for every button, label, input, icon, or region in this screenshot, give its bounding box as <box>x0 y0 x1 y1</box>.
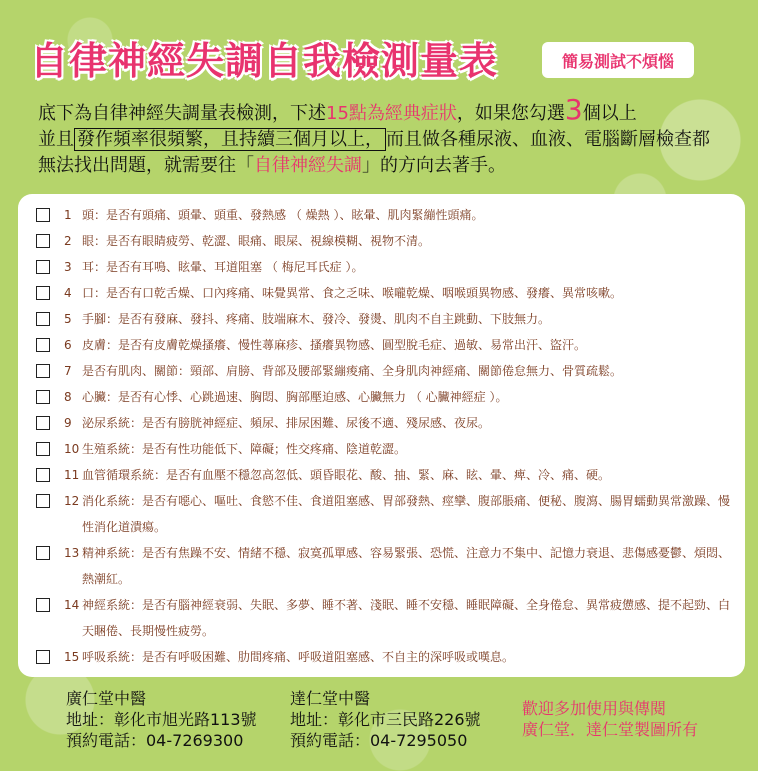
checkbox[interactable] <box>36 312 50 326</box>
intro-line-2: 並且 發作頻率很頻繁，且持續三個月以上， 而且做各種尿液、血液、電腦斷層檢查都 <box>38 129 710 150</box>
item-text: 呼吸系統：是否有呼吸困難、肋間疼痛、呼吸道阻塞感、不自主的深呼吸或嘆息。 <box>82 650 515 664</box>
item-number: 12 <box>64 494 80 508</box>
checkbox[interactable] <box>36 442 50 456</box>
item-text: 生殖系統：是否有性功能低下、障礙；性交疼痛、陰道乾澀。 <box>82 442 407 456</box>
checkbox[interactable] <box>36 234 50 248</box>
checkbox[interactable] <box>36 286 50 300</box>
clinic-2-info <box>290 688 481 751</box>
item-number: 1 <box>64 208 72 222</box>
checklist-panel <box>18 194 745 677</box>
item-text: 頭：是否有頭痛、頭暈、頭重、發熱感 （ 燥熱 ）、眩暈、肌肉緊繃性頭痛。 <box>82 208 484 222</box>
checkbox[interactable] <box>36 416 50 430</box>
checklist-item <box>36 358 736 384</box>
highlight-number-3: 3 <box>564 93 583 126</box>
item-number: 10 <box>64 442 80 456</box>
checklist-item <box>36 202 736 228</box>
item-text: 消化系統：是否有噁心、嘔吐、食慾不佳、食道阻塞感、胃部發熱、痙攣、腹部脹痛、便秘、腹瀉、腸胃蠕動異常激躁、慢性消化道潰瘍。 <box>82 494 731 534</box>
clinic-1-name: 廣仁堂中醫 <box>66 689 147 708</box>
clinic-2-name: 達仁堂中醫 <box>290 689 371 708</box>
item-text: 神經系統：是否有腦神經衰弱、失眠、多夢、睡不著、淺眠、睡不安穩、睡眠障礙、全身倦怠、異常疲憊感、提不起勁、白天睏倦、長期慢性疲勞。 <box>82 598 731 638</box>
checklist-item <box>36 306 736 332</box>
checkbox[interactable] <box>36 338 50 352</box>
copyright-text: 廣仁堂．達仁堂製圖所有 <box>522 720 699 739</box>
item-number: 7 <box>64 364 72 378</box>
item-number: 5 <box>64 312 72 326</box>
checkbox[interactable] <box>36 260 50 274</box>
item-text: 精神系統：是否有焦躁不安、情緒不穩、寂寞孤單感、容易緊張、恐慌、注意力不集中、記憶力衰退、悲傷感憂鬱、煩悶、熱潮紅。 <box>82 546 731 586</box>
checkbox[interactable] <box>36 390 50 404</box>
item-number: 3 <box>64 260 72 274</box>
item-number: 15 <box>64 650 80 664</box>
item-text: 手腳：是否有發麻、發抖、疼痛、肢端麻木、發冷、發燙、肌肉不自主跳動、下肢無力。 <box>82 312 551 326</box>
checklist-item <box>36 332 736 358</box>
clinic-1-info <box>66 688 257 751</box>
item-number: 6 <box>64 338 72 352</box>
clinic-2-phone: 預約電話：04-7295050 <box>290 731 468 750</box>
item-number: 4 <box>64 286 72 300</box>
page-title: 自律神經失調自我檢測量表 <box>30 39 499 83</box>
checklist-item <box>36 384 736 410</box>
boxed-frequency-text: 發作頻率很頻繁，且持續三個月以上， <box>74 128 386 151</box>
checkbox[interactable] <box>36 494 50 508</box>
checkbox[interactable] <box>36 468 50 482</box>
clinic-1-phone: 預約電話：04-7269300 <box>66 731 244 750</box>
clinic-2-address: 地址：彰化市三民路226號 <box>290 710 481 729</box>
highlight-15-symptoms: 15點為經典症狀 <box>326 103 457 124</box>
intro-line-1: 底下為自律神經失調量表檢測，下述15點為經典症狀，如果您勾選3個以上 <box>38 93 637 126</box>
checklist-item <box>36 436 736 462</box>
checklist-item <box>36 228 736 254</box>
checkbox[interactable] <box>36 650 50 664</box>
item-text: 眼：是否有眼睛疲勞、乾澀、眼痛、眼屎、視線模糊、視物不清。 <box>82 234 431 248</box>
clinic-1-address: 地址：彰化市旭光路113號 <box>66 710 257 729</box>
checkbox[interactable] <box>36 546 50 560</box>
checklist <box>36 202 736 670</box>
intro-line-3: 無法找出問題，就需要往「自律神經失調」的方向去著手。 <box>38 155 506 176</box>
subtitle-badge: 簡易測試不煩惱 <box>542 42 694 78</box>
item-number: 8 <box>64 390 72 404</box>
item-number: 14 <box>64 598 80 612</box>
item-text: 皮膚：是否有皮膚乾燥搔癢、慢性蕁麻疹、搔癢異物感、圓型脫毛症、過敏、易常出汗、盜汗。 <box>82 338 587 352</box>
item-text: 口：是否有口乾舌燥、口內疼痛、味覺異常、食之乏味、喉嚨乾燥、咽喉頭異物感、發癢、異常咳嗽。 <box>82 286 623 300</box>
item-text: 耳：是否有耳鳴、眩暈、耳道阻塞 （ 梅尼耳氏症 ）。 <box>82 260 364 274</box>
item-text: 心臟：是否有心悸、心跳過速、胸悶、胸部壓迫感、心臟無力 （ 心臟神經症 ）。 <box>82 390 508 404</box>
checklist-item <box>36 644 736 670</box>
checklist-item <box>36 254 736 280</box>
item-number: 11 <box>64 468 80 482</box>
item-text: 是否有肌肉、關節：頸部、肩膀、背部及腰部緊繃痠痛、全身肌肉神經痛、關節倦怠無力、骨質疏鬆。 <box>82 364 623 378</box>
share-note: 歡迎多加使用與傳閱 <box>522 699 667 718</box>
checklist-item <box>36 592 736 644</box>
item-text: 血管循環系統：是否有血壓不穩忽高忽低、頭昏眼花、酸、抽、緊、麻、眩、暈、痺、冷、痛、硬。 <box>82 468 611 482</box>
checkbox[interactable] <box>36 208 50 222</box>
item-number: 13 <box>64 546 80 560</box>
item-number: 9 <box>64 416 72 430</box>
checklist-item <box>36 410 736 436</box>
intro-paragraph <box>38 93 738 179</box>
copyright-note <box>522 698 698 740</box>
item-number: 2 <box>64 234 72 248</box>
checkbox[interactable] <box>36 598 50 612</box>
checklist-item <box>36 280 736 306</box>
checklist-item <box>36 540 736 592</box>
checkbox[interactable] <box>36 364 50 378</box>
highlight-autonomic: 自律神經失調 <box>254 155 362 176</box>
checklist-item <box>36 488 736 540</box>
checklist-item <box>36 462 736 488</box>
item-text: 泌尿系統：是否有膀胱神經症、頻尿、排尿困難、尿後不適、殘尿感、夜尿。 <box>82 416 491 430</box>
